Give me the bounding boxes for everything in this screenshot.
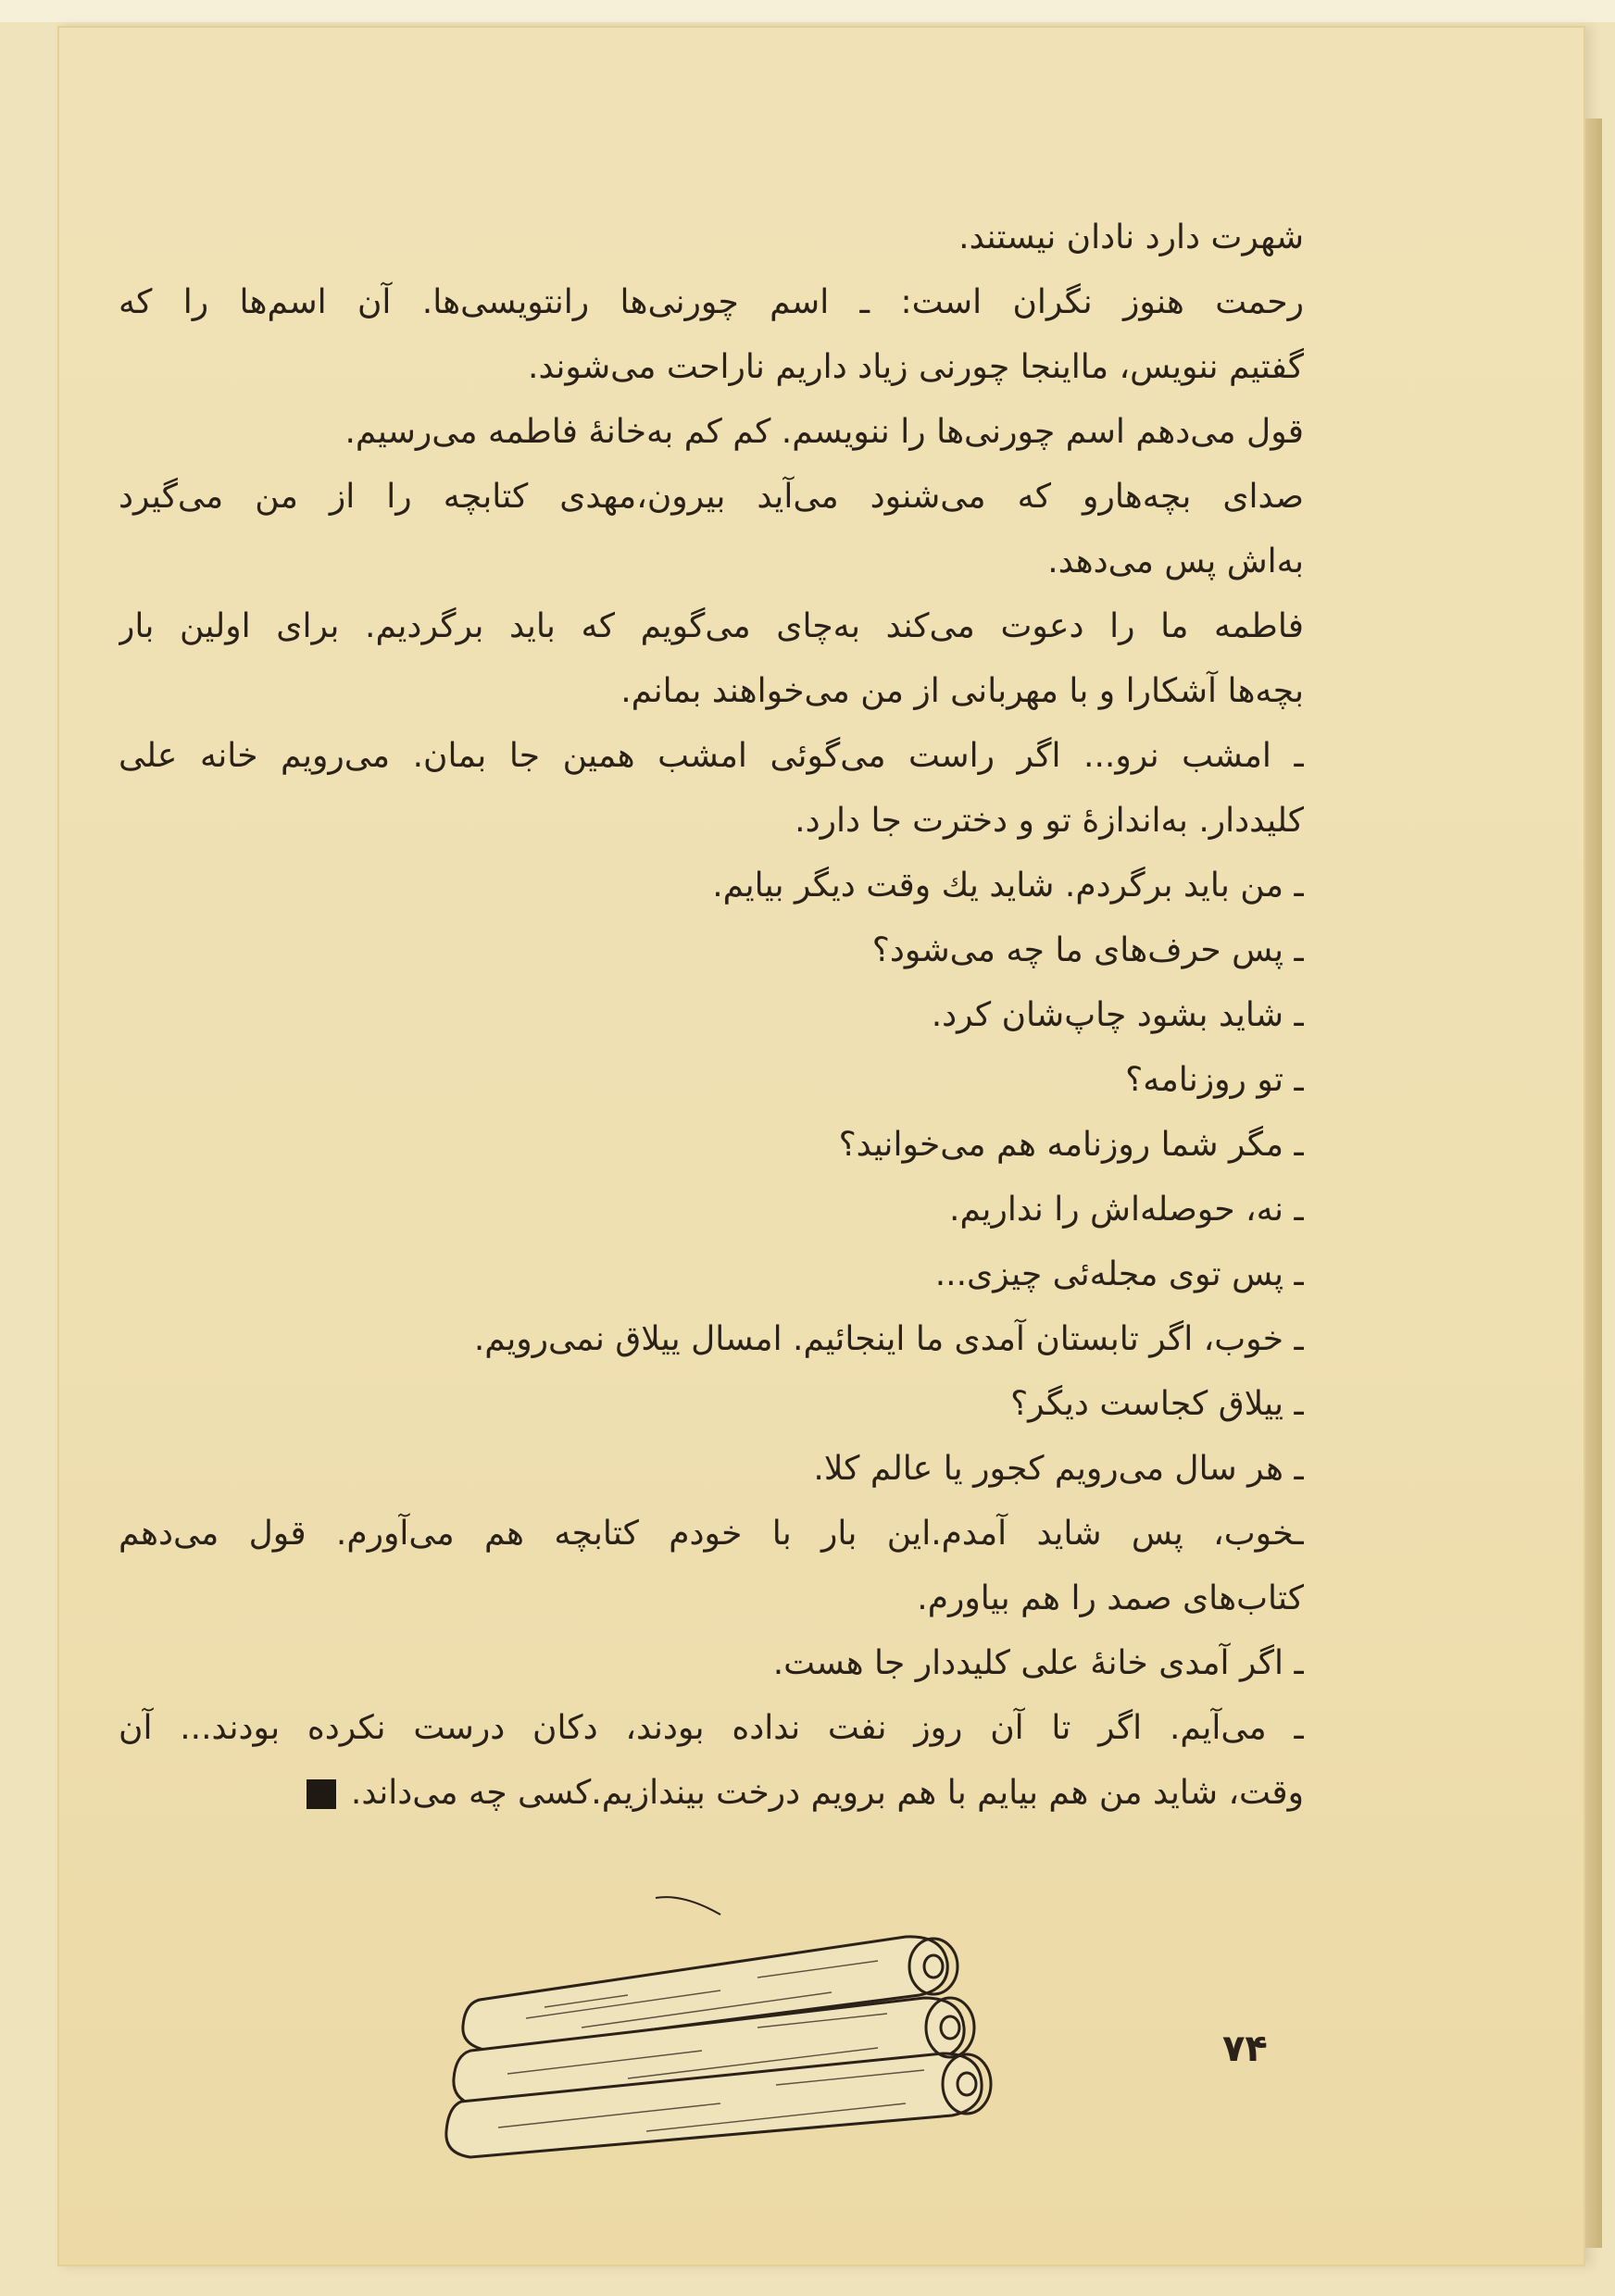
page-edge: [1585, 119, 1602, 2248]
end-mark-icon: [307, 1779, 336, 1809]
text-line: ـ خوب، اگر تابستان آمدی ما اینجائیم. امسال ییلاق نمی‌رویم.: [473, 1320, 1304, 1358]
text-line: کتاب‌های صمد را هم بیاورم.: [917, 1579, 1304, 1617]
body-text: [119, 206, 1304, 1826]
text-line: ـ شاید بشود چاپ‌شان کرد.: [931, 996, 1304, 1034]
logs-illustration: [443, 1889, 1017, 2166]
text-line: ـ ییلاق کجاست دیگر؟: [1010, 1385, 1304, 1423]
text-line: ـ امشب نرو... اگر راست می‌گوئی امشب همین جا بمان. می‌رویم خانه علی: [119, 737, 1304, 775]
text-line: فاطمه ما را دعوت می‌کند به‌چای می‌گویم که باید برگردیم. برای اولین بار: [119, 607, 1304, 645]
text-line: صدای بچه‌هارو که می‌شنود می‌آید بیرون،مهدی کتابچه را از من می‌گیرد: [119, 478, 1304, 516]
scan-margin: [0, 0, 1615, 22]
text-line: ـ می‌آیم. اگر تا آن روز نفت نداده بودند، دکان درست نکرده بودند... آن: [119, 1709, 1304, 1747]
text-line: ـ هر سال می‌رویم کجور یا عالم کلا.: [813, 1450, 1304, 1488]
text-line: ـ پس توی مجله‌ئی چیزی...: [934, 1255, 1304, 1293]
text-line: شهرت دارد نادان نیستند.: [958, 218, 1304, 256]
text-line: ـ پس حرف‌های ما چه می‌شود؟: [871, 931, 1304, 969]
text-line: ـخوب، پس شاید آمدم.این بار با خودم کتابچه هم می‌آورم. قول می‌دهم: [119, 1515, 1304, 1553]
page-number: ۷۴: [1222, 2028, 1268, 2070]
text-line: کلیددار. به‌اندازهٔ تو و دخترت جا دارد.: [795, 802, 1304, 840]
text-line: گفتیم ننویس، مااینجا چورنی زیاد داریم ناراحت می‌شوند.: [528, 348, 1304, 386]
text-line: وقت، شاید من هم بیایم با هم برویم درخت بیندازیم.کسی چه می‌داند.: [350, 1774, 1304, 1812]
text-line: ـ تو روزنامه؟: [1125, 1061, 1304, 1099]
text-line: ـ اگر آمدی خانهٔ علی کلیددار جا هست.: [772, 1644, 1304, 1682]
text-line: ـ نه، حوصله‌اش را نداریم.: [949, 1191, 1304, 1229]
text-line: رحمت هنوز نگران است: ـ اسم چورنی‌ها رانتویسی‌ها. آن اسم‌ها را که: [119, 283, 1304, 321]
text-line-last: [119, 1761, 1304, 1826]
text-line: بچه‌ها آشکارا و با مهربانی از من می‌خواهند بمانم.: [620, 672, 1304, 710]
text-line: ـ من باید برگردم. شاید یك وقت دیگر بیایم.: [712, 867, 1304, 905]
text-line: به‌اش پس می‌دهد.: [1047, 543, 1304, 580]
text-line: ـ مگر شما روزنامه هم می‌خوانید؟: [838, 1126, 1304, 1164]
text-line: قول می‌دهم اسم چورنی‌ها را ننویسم. کم کم به‌خانهٔ فاطمه می‌رسیم.: [344, 413, 1304, 451]
